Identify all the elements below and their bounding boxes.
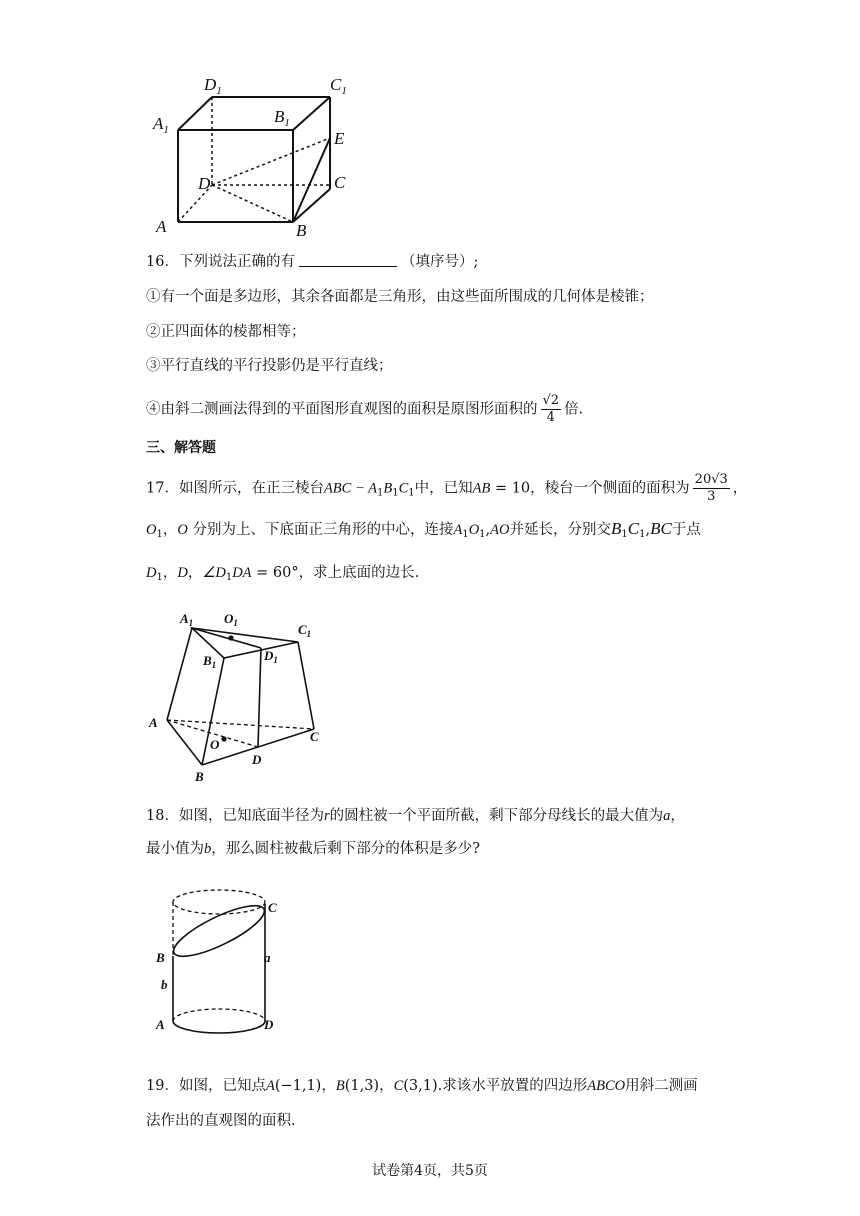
label-c1: $C_1$ xyxy=(298,622,312,639)
label-a-length: a xyxy=(264,950,271,965)
label-a1: $A_1$ xyxy=(153,114,169,136)
label-c: C xyxy=(334,173,346,192)
label-b: B xyxy=(156,950,165,965)
page-footer: 试卷第4页，共5页 xyxy=(372,1163,488,1179)
q16-option-4: ④由斜二测画法得到的平面图形直观图的面积是原图形面积的 $\frac{√2}{4}$ 倍. xyxy=(146,393,584,425)
label-b: B xyxy=(195,769,204,784)
fraction-area: $\frac{20√3}{3}$ xyxy=(694,472,728,504)
label-d1: $D_1$ xyxy=(204,75,222,97)
q16-option-3: ③平行直线的平行投影仍是平行直线； xyxy=(146,358,393,374)
cylinder-figure xyxy=(150,876,290,1051)
label-o1: $O_1$ xyxy=(224,611,238,628)
q19-line-1: 19．如图，已知点A(−1,1)，B(1,3)，C(3,1).求该水平放置的四边形ABCO用斜二测画 xyxy=(146,1078,698,1094)
label-d: D xyxy=(264,1017,274,1032)
label-a: A xyxy=(156,217,167,236)
label-a1: $A_1$ xyxy=(180,611,194,628)
label-c: C xyxy=(268,900,277,915)
q18-line-1: 18．如图，已知底面半径为r的圆柱被一个平面所截，剩下部分母线长的最大值为a， xyxy=(146,808,685,824)
label-b1: $B_1$ xyxy=(274,107,290,129)
label-b-length: b xyxy=(161,977,168,992)
q17-line-2: $O_1$，O 分别为上、下底面正三角形的中心，连接$A_1O_1,AO$并延长，分别交$B_1C_1,BC$于点 xyxy=(146,519,701,540)
section-title: 三、解答题 xyxy=(146,440,216,456)
frustum-figure xyxy=(140,608,340,788)
q16-option-2: ②正四面体的棱都相等； xyxy=(146,324,306,340)
answer-blank xyxy=(299,252,397,267)
label-e: E xyxy=(334,129,345,148)
q17-line-3: $D_1$，D，$\angle D_1DA = 60^\circ$，求上底面的边长. xyxy=(146,565,420,583)
label-b1: $B_1$ xyxy=(203,653,217,670)
label-c1: $C_1$ xyxy=(330,75,347,97)
cube-figure xyxy=(150,72,360,242)
label-a: A xyxy=(156,1017,165,1032)
q19-line-2: 法作出的直观图的面积. xyxy=(146,1113,296,1129)
label-a: A xyxy=(149,715,158,730)
q16-stem: 16．下列说法正确的有 （填序号）; xyxy=(146,254,479,270)
label-c: C xyxy=(310,729,319,744)
label-d: D xyxy=(198,174,211,193)
q16-option-1: ①有一个面是多边形，其余各面都是三角形，由这些面所围成的几何体是棱锥； xyxy=(146,289,654,305)
fraction-sqrt2-over-4: $\frac{√2}{4}$ xyxy=(542,393,560,425)
label-b: B xyxy=(296,221,307,240)
q18-line-2: 最小值为b，那么圆柱被截后剩下部分的体积是多少? xyxy=(146,841,481,857)
q17-line-1: 17．如图所示，在正三棱台ABC − $A_1B_1C_1$中，已知AB = 10，棱台一个侧面的面积为 $\frac{20√3}{3}$ ， xyxy=(146,472,748,504)
label-d1: $D_1$ xyxy=(264,648,278,665)
label-o: O xyxy=(210,737,220,752)
label-d: D xyxy=(252,752,262,767)
